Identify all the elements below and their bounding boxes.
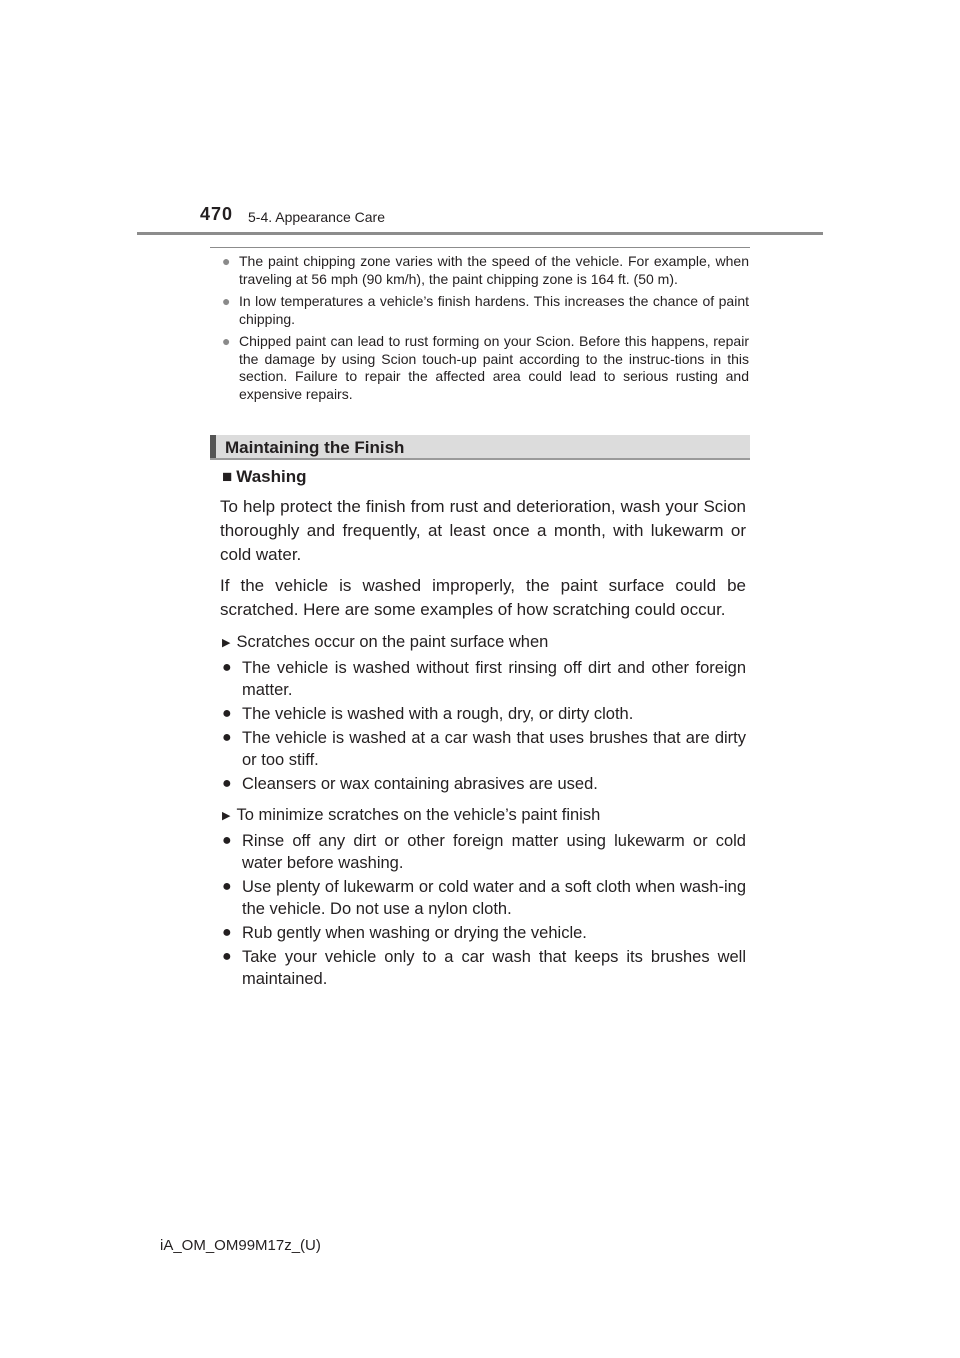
note-rule — [210, 247, 750, 248]
bullet-icon: ● — [222, 775, 232, 792]
minimize-heading-text: To minimize scratches on the vehicle’s paint finish — [236, 806, 601, 824]
washing-content — [222, 465, 746, 992]
list-item — [222, 946, 746, 990]
section-heading: Maintaining the Finish — [225, 438, 405, 457]
note-item — [222, 253, 749, 288]
list-item — [222, 876, 746, 920]
note-text: In low temperatures a vehicle’s finish hardens. This increases the chance of paint chipping. — [239, 293, 749, 327]
paragraph: If the vehicle is washed improperly, the paint surface could be scratched. Here are some examples of how scratching could occur. — [220, 576, 746, 619]
list-item-text: Take your vehicle only to a car wash that keeps its brushes well maintained. — [242, 948, 746, 988]
note-item — [222, 333, 749, 403]
bullet-icon: ● — [222, 659, 232, 676]
section-heading-bar — [210, 435, 750, 460]
scratches-heading — [222, 630, 746, 656]
note-text: Chipped paint can lead to rust forming on your Scion. Before this happens, repair the damage by using Scion touch-up paint according to the instruc-tions in this section. Failure to repair the affected area could lead to serious rusting and expensive repairs. — [239, 333, 749, 402]
bullet-icon: ● — [222, 948, 232, 965]
list-item — [222, 830, 746, 874]
list-item-text: Cleansers or wax containing abrasives are used. — [242, 775, 598, 793]
list-item-text: Rub gently when washing or drying the vehicle. — [242, 924, 587, 942]
washing-heading: Washing — [236, 467, 307, 486]
list-item-text: Use plenty of lukewarm or cold water and a soft cloth when wash-ing the vehicle. Do not use a nylon cloth. — [242, 878, 746, 918]
list-item — [222, 657, 746, 701]
header-rule — [137, 232, 823, 235]
note-item — [222, 293, 749, 328]
list-item-text: The vehicle is washed without first rinsing off dirt and other foreign matter. — [242, 659, 746, 699]
section-heading-accent — [210, 435, 216, 458]
list-item-text: The vehicle is washed at a car wash that uses brushes that are dirty or too stiff. — [242, 729, 746, 769]
list-item — [222, 703, 746, 725]
triangle-right-icon: ▶ — [222, 810, 231, 822]
page-number: 470 — [200, 204, 234, 224]
list-item — [222, 773, 746, 795]
triangle-right-icon: ▶ — [222, 637, 231, 649]
bullet-icon: ● — [222, 729, 232, 746]
document-code: iA_OM_OM99M17z_(U) — [160, 1237, 321, 1254]
notes — [222, 253, 749, 408]
bullet-icon: ● — [222, 253, 231, 269]
bullet-icon: ● — [222, 333, 231, 349]
list-item-text: The vehicle is washed with a rough, dry, or dirty cloth. — [242, 705, 634, 723]
bullet-icon: ● — [222, 878, 232, 895]
minimize-heading — [222, 803, 746, 829]
scratches-heading-text: Scratches occur on the paint surface when — [236, 633, 549, 651]
list-item-text: Rinse off any dirt or other foreign matter using lukewarm or cold water before washing. — [242, 832, 746, 872]
section-title: 5-4. Appearance Care — [248, 209, 385, 225]
list-item — [222, 922, 746, 944]
bullet-icon: ● — [222, 832, 232, 849]
paragraph: To help protect the finish from rust and deterioration, wash your Scion thoroughly and frequently, at least once a month, with lukewarm or cold water. — [220, 497, 746, 564]
bullet-icon: ● — [222, 293, 231, 309]
washing-subheading — [222, 465, 746, 489]
list-item — [222, 727, 746, 771]
square-bullet-icon: ■ — [222, 467, 233, 486]
note-text: The paint chipping zone varies with the speed of the vehicle. For example, when traveling at 56 mph (90 km/h), the paint chipping zone is 164 ft. (50 m). — [239, 253, 749, 287]
bullet-icon: ● — [222, 924, 232, 941]
bullet-icon: ● — [222, 705, 232, 722]
